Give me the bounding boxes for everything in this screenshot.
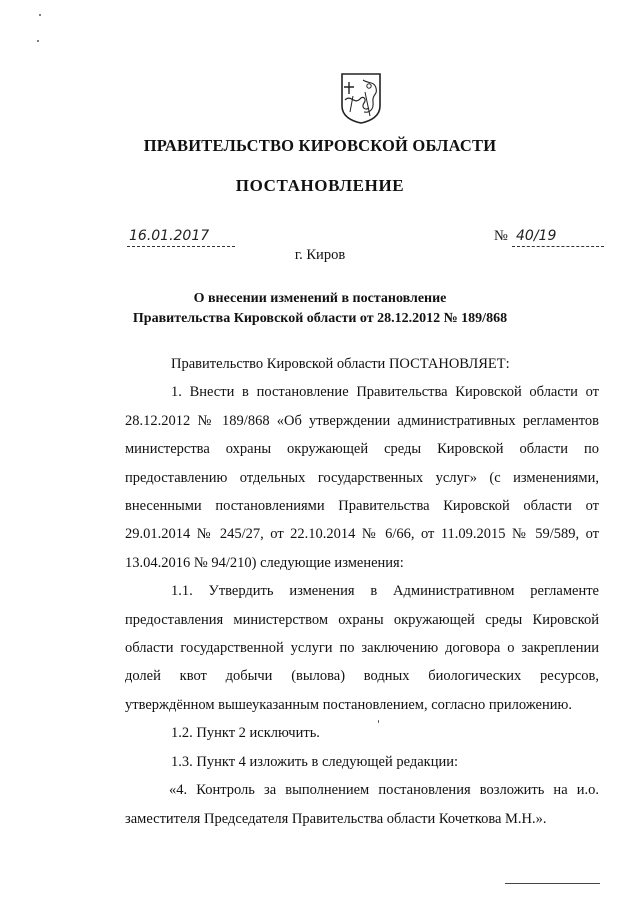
quote-paragraph: «4. Контроль за выполнением постановления возложить на и.о. заместителя Председателя Правительства области Кочеткова М.Н.».	[125, 782, 599, 827]
subject-line: О внесении изменений в постановление	[193, 291, 447, 306]
scan-speck	[37, 40, 39, 42]
city-label: г. Киров	[294, 247, 346, 263]
document-type: ПОСТАНОВЛЕНИЕ	[235, 176, 405, 195]
coat-of-arms-icon	[339, 72, 383, 124]
scan-speck	[39, 14, 41, 16]
number-field: 40/19	[512, 226, 604, 247]
paragraph-1: 1. Внести в постановление Правительства Кировской области от 28.12.2012 № 189/868 «Об утверждении административных регламентов министерства охраны окружающей среды Кировской области по предоставлению отдельных государственных услуг» (с изменениями, внесенными постановлениями Правительства Кировской области от 29.01.2014 № 245/27, от 22.10.2014 № 6/66, от 11.09.2015 № 59/589, от 13.04.2016 № 94/210) следующие изменения:	[125, 384, 599, 571]
paragraph-1-3: 1.3. Пункт 4 изложить в следующей редакции:	[171, 753, 459, 770]
paragraph-1-1: 1.1. Утвердить изменения в Административном регламенте предоставления министерством охраны окружающей среды Кировской области государственной услуги по заключению договора о закреплении долей квот добычи (вылова) водных биологических ресурсов, утверждённом вышеуказанным постановлением, согласно приложению.	[125, 583, 599, 713]
number-label: №	[494, 228, 508, 244]
paragraph-1-2: 1.2. Пункт 2 исключить.	[171, 725, 320, 742]
intro-paragraph: Правительство Кировской области ПОСТАНОВЛЯЕТ:	[171, 356, 510, 372]
subject-line: Правительства Кировской области от 28.12.2012 № 189/868	[132, 311, 508, 326]
page-end-line	[505, 883, 600, 884]
document-subject	[0, 289, 640, 329]
date-field: 16.01.2017	[127, 226, 235, 247]
document-body	[125, 350, 599, 833]
government-title: ПРАВИТЕЛЬСТВО КИРОВСКОЙ ОБЛАСТИ	[143, 136, 497, 155]
